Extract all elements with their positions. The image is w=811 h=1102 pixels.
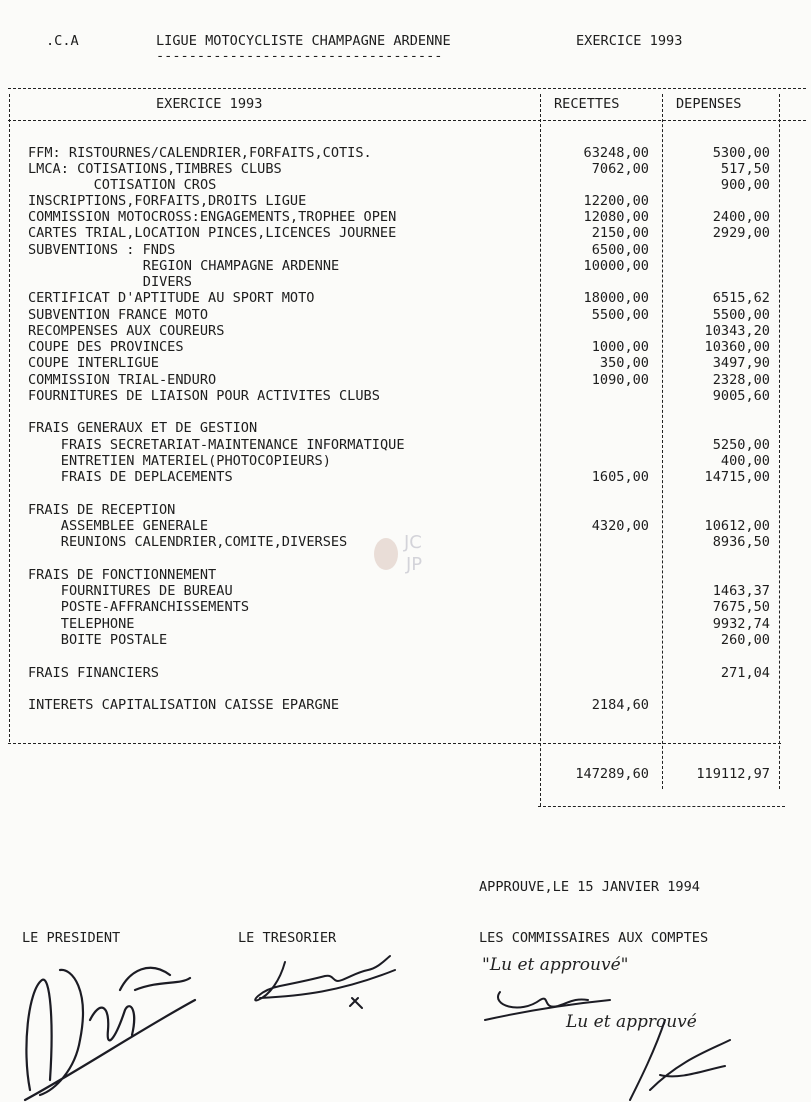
row-depenses: 3497,90 [712, 355, 770, 371]
row-label: FRAIS DE RECEPTION [28, 502, 176, 518]
title-underline: ----------------------------------- [156, 48, 443, 64]
depenses-divider [662, 94, 663, 789]
table-bottom-rule [8, 743, 781, 744]
row-recettes: 10000,00 [583, 258, 649, 274]
row-label: FRAIS SECRETARIAT-MAINTENANCE INFORMATIQUE [60, 437, 405, 453]
row-recettes: 18000,00 [583, 290, 649, 306]
president-signature [20, 950, 200, 1100]
row-depenses: 8936,50 [712, 534, 770, 550]
row-label: ASSEMBLEE GENERALE [60, 518, 209, 534]
table-top-rule [8, 88, 806, 89]
header-exercice: EXERCICE 1993 [576, 33, 683, 49]
row-recettes: 12200,00 [583, 193, 649, 209]
tresorier-signature [240, 950, 410, 1020]
left-border [9, 94, 10, 742]
handwritten-note-1: "Lu et approuvé" [482, 955, 629, 975]
row-depenses: 9005,60 [712, 388, 770, 404]
row-depenses: 6515,62 [712, 290, 770, 306]
row-label: FRAIS DE FONCTIONNEMENT [28, 567, 217, 583]
row-recettes: 350,00 [599, 355, 649, 371]
row-recettes: 1090,00 [591, 372, 649, 388]
row-depenses: 400,00 [720, 453, 770, 469]
row-label: FFM: RISTOURNES/CALENDRIER,FORFAITS,COTIS. [28, 145, 372, 161]
approval-date: APPROUVE,LE 15 JANVIER 1994 [479, 879, 700, 895]
row-label: LMCA: COTISATIONS,TIMBRES CLUBS [28, 161, 282, 177]
row-label: INTERETS CAPITALISATION CAISSE EPARGNE [28, 697, 339, 713]
row-label: COUPE DES PROVINCES [28, 339, 184, 355]
document-title: LIGUE MOTOCYCLISTE CHAMPAGNE ARDENNE [156, 33, 451, 49]
total-recettes: 147289,60 [575, 766, 649, 782]
row-recettes: 1605,00 [591, 469, 649, 485]
row-recettes: 2150,00 [591, 225, 649, 241]
row-recettes: 1000,00 [591, 339, 649, 355]
row-depenses: 271,04 [720, 665, 770, 681]
row-recettes: 4320,00 [591, 518, 649, 534]
row-label: SUBVENTION FRANCE MOTO [28, 307, 209, 323]
row-label: REUNIONS CALENDRIER,COMITE,DIVERSES [60, 534, 348, 550]
row-depenses: 517,50 [720, 161, 770, 177]
row-label: TELEPHONE [60, 616, 135, 632]
row-recettes: 6500,00 [591, 242, 649, 258]
column-header-recettes: RECETTES [554, 96, 620, 112]
row-label: REGION CHAMPAGNE ARDENNE [142, 258, 340, 274]
right-border [779, 94, 780, 789]
row-label: BOITE POSTALE [60, 632, 168, 648]
row-depenses: 10612,00 [704, 518, 770, 534]
row-label: DIVERS [142, 274, 192, 290]
row-label: COTISATION CROS [93, 177, 217, 193]
row-depenses: 10343,20 [704, 323, 770, 339]
row-label: POSTE-AFFRANCHISSEMENTS [60, 599, 250, 615]
president-label: LE PRESIDENT [22, 930, 121, 946]
commissaires-label: LES COMMISSAIRES AUX COMPTES [479, 930, 709, 946]
row-recettes: 12080,00 [583, 209, 649, 225]
row-label: CARTES TRIAL,LOCATION PINCES,LICENCES JOURNEE [28, 225, 397, 241]
row-label: SUBVENTIONS : FNDS [28, 242, 176, 258]
row-depenses: 10360,00 [704, 339, 770, 355]
row-label: INSCRIPTIONS,FORFAITS,DROITS LIGUE [28, 193, 307, 209]
row-depenses: 7675,50 [712, 599, 770, 615]
row-depenses: 14715,00 [704, 469, 770, 485]
row-label: COUPE INTERLIGUE [28, 355, 159, 371]
stamp-mark [372, 524, 448, 580]
row-recettes: 63248,00 [583, 145, 649, 161]
row-label: FRAIS GENERAUX ET DE GESTION [28, 420, 258, 436]
totals-bottom-rule [538, 806, 785, 807]
total-depenses: 119112,97 [696, 766, 770, 782]
row-depenses: 2328,00 [712, 372, 770, 388]
row-label: FOURNITURES DE LIAISON POUR ACTIVITES CLUBS [28, 388, 380, 404]
row-recettes: 5500,00 [591, 307, 649, 323]
row-depenses: 1463,37 [712, 583, 770, 599]
tresorier-label: LE TRESORIER [238, 930, 337, 946]
row-depenses: 5500,00 [712, 307, 770, 323]
row-label: FRAIS FINANCIERS [28, 665, 159, 681]
column-header-depenses: DEPENSES [676, 96, 742, 112]
handwritten-note-2: Lu et approuvé [566, 1012, 697, 1032]
commissaires-signatures [480, 970, 780, 1102]
row-recettes: 7062,00 [591, 161, 649, 177]
row-depenses: 5250,00 [712, 437, 770, 453]
row-depenses: 2929,00 [712, 225, 770, 241]
row-depenses: 900,00 [720, 177, 770, 193]
row-label: COMMISSION MOTOCROSS:ENGAGEMENTS,TROPHEE OPEN [28, 209, 397, 225]
row-label: FRAIS DE DEPLACEMENTS [60, 469, 233, 485]
row-label: ENTRETIEN MATERIEL(PHOTOCOPIEURS) [60, 453, 331, 469]
row-label: RECOMPENSES AUX COUREURS [28, 323, 225, 339]
row-label: CERTIFICAT D'APTITUDE AU SPORT MOTO [28, 290, 315, 306]
row-label: COMMISSION TRIAL-ENDURO [28, 372, 217, 388]
recettes-divider [540, 94, 541, 806]
row-depenses: 5300,00 [712, 145, 770, 161]
row-depenses: 9932,74 [712, 616, 770, 632]
row-label: FOURNITURES DE BUREAU [60, 583, 233, 599]
table-header-rule [8, 120, 806, 121]
row-depenses: 2400,00 [712, 209, 770, 225]
column-header-label: EXERCICE 1993 [156, 96, 263, 112]
row-recettes: 2184,60 [591, 697, 649, 713]
header-code: .C.A [46, 33, 79, 49]
row-depenses: 260,00 [720, 632, 770, 648]
svg-text:JP: JP [406, 554, 423, 575]
svg-text:JC: JC [404, 532, 422, 553]
